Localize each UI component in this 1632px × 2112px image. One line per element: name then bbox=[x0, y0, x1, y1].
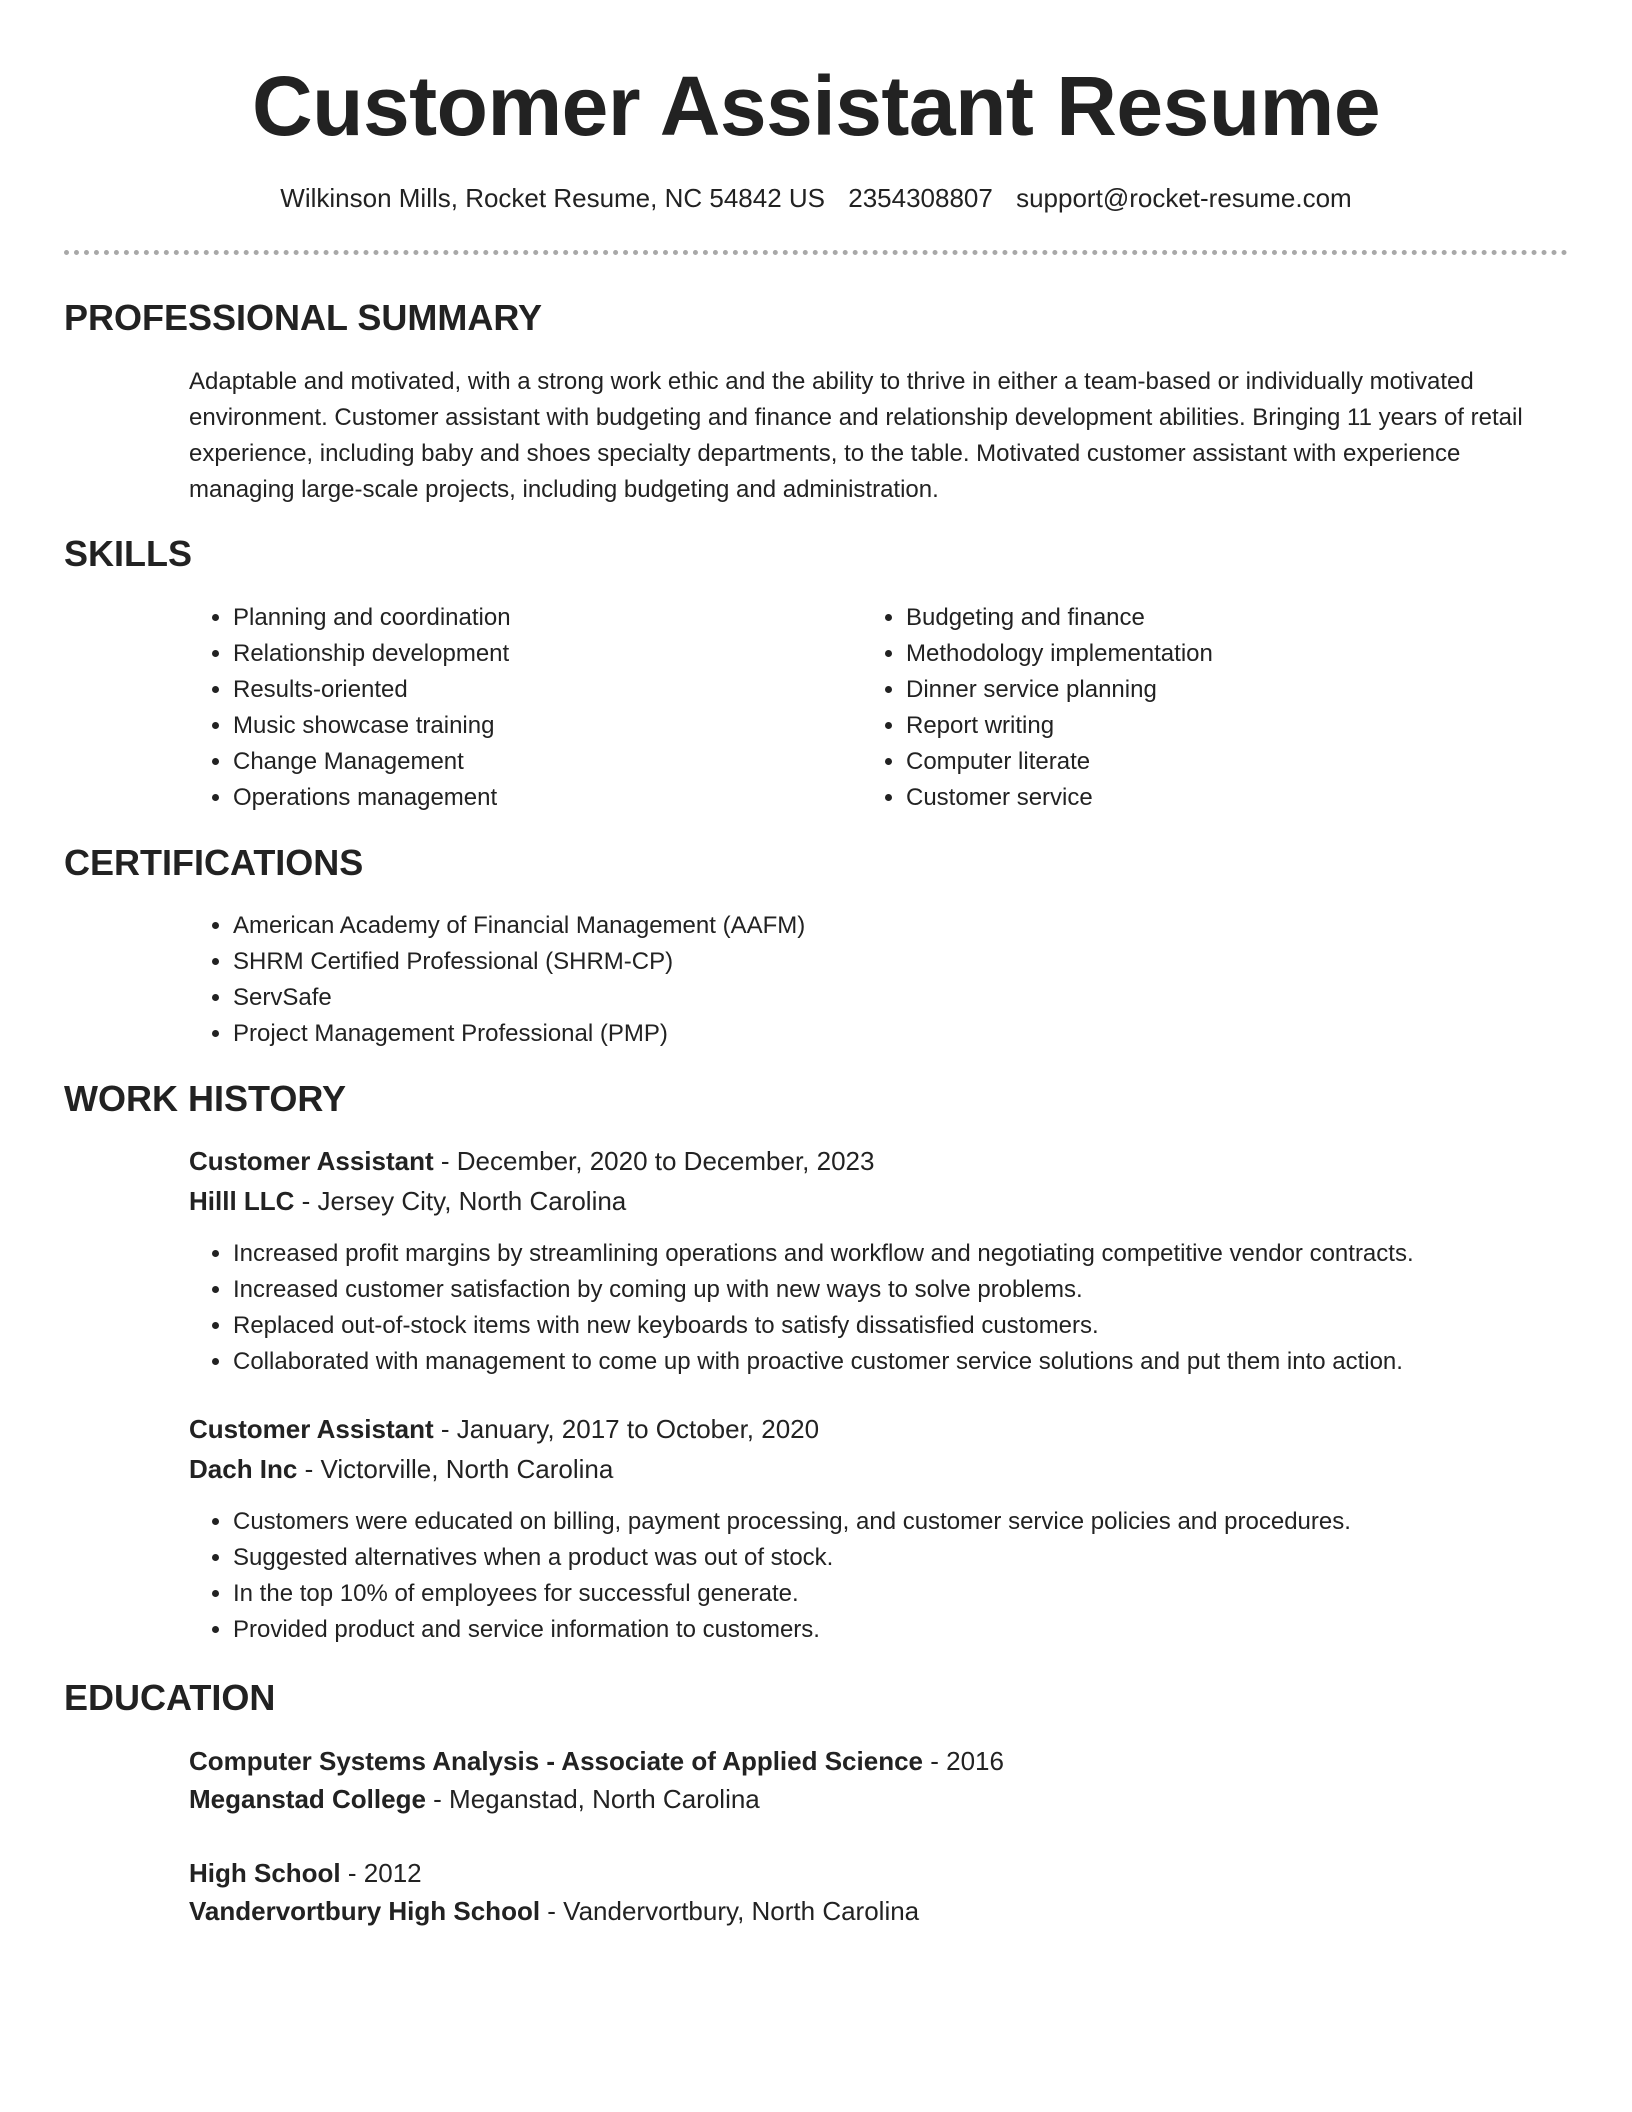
skill-item: • Operations management bbox=[233, 780, 853, 816]
skills-list-left bbox=[189, 600, 853, 816]
education-school: Vandervortbury High School bbox=[189, 1896, 541, 1926]
skill-item: • Methodology implementation bbox=[906, 636, 1586, 672]
certification-item: • Project Management Professional (PMP) bbox=[233, 1016, 1593, 1052]
header-divider bbox=[64, 250, 1568, 255]
job-title: Customer Assistant bbox=[189, 1414, 434, 1444]
certifications-heading: CERTIFICATIONS bbox=[64, 842, 364, 883]
job-location: - Jersey City, North Carolina bbox=[294, 1186, 627, 1216]
education-school-line bbox=[189, 1893, 1549, 1929]
education-year: - 2012 bbox=[340, 1858, 422, 1888]
education-heading: EDUCATION bbox=[64, 1677, 276, 1718]
education-school-line bbox=[189, 1781, 1549, 1817]
certification-item: • ServSafe bbox=[233, 980, 1593, 1016]
skill-item: • Report writing bbox=[906, 708, 1586, 744]
skill-item: • Customer service bbox=[906, 780, 1586, 816]
job-bullet: • Increased customer satisfaction by coming up with new ways to solve problems. bbox=[233, 1272, 1613, 1308]
skill-item: • Results-oriented bbox=[233, 672, 853, 708]
contact-phone: 2354308807 bbox=[848, 183, 993, 213]
education-degree-line bbox=[189, 1855, 1549, 1891]
summary-text: Adaptable and motivated, with a strong work ethic and the ability to thrive in either a team-based or individually motivated environment. Customer assistant with budgeting and finance and relationship development abilities. Bringing 11 years of retail experience, including baby and shoes specialty departments, to the table. Motivated customer assistant with experience managing large-scale projects, including budgeting and administration. bbox=[189, 368, 1523, 503]
education-degree-line bbox=[189, 1743, 1549, 1779]
job-location: - Victorville, North Carolina bbox=[297, 1454, 614, 1484]
job-dates: - January, 2017 to October, 2020 bbox=[433, 1414, 820, 1444]
skill-item: • Computer literate bbox=[906, 744, 1586, 780]
education-location: - Meganstad, North Carolina bbox=[425, 1784, 760, 1814]
job-bullets bbox=[189, 1504, 1613, 1648]
job-bullet: • In the top 10% of employees for successful generate. bbox=[233, 1576, 1613, 1612]
contact-line bbox=[0, 180, 1632, 216]
education-school: Meganstad College bbox=[189, 1784, 426, 1814]
job-bullet: • Provided product and service information to customers. bbox=[233, 1612, 1613, 1648]
skills-list-right bbox=[862, 600, 1586, 816]
summary-heading: PROFESSIONAL SUMMARY bbox=[64, 297, 543, 338]
job-title-line bbox=[189, 1411, 1549, 1447]
contact-email: support@rocket-resume.com bbox=[1016, 183, 1352, 213]
skill-item: • Change Management bbox=[233, 744, 853, 780]
education-location: - Vandervortbury, North Carolina bbox=[540, 1896, 920, 1926]
education-degree: Computer Systems Analysis - Associate of Applied Science bbox=[189, 1746, 924, 1776]
education-degree: High School bbox=[189, 1858, 341, 1888]
job-bullet: • Customers were educated on billing, payment processing, and customer service policies and procedures. bbox=[233, 1504, 1613, 1540]
job-title: Customer Assistant bbox=[189, 1146, 434, 1176]
skill-item: • Music showcase training bbox=[233, 708, 853, 744]
job-company-line bbox=[189, 1183, 1549, 1219]
education-year: - 2016 bbox=[923, 1746, 1004, 1776]
job-dates: - December, 2020 to December, 2023 bbox=[433, 1146, 875, 1176]
certification-item: • American Academy of Financial Management (AAFM) bbox=[233, 908, 1593, 944]
certification-item: • SHRM Certified Professional (SHRM-CP) bbox=[233, 944, 1593, 980]
skill-item: • Relationship development bbox=[233, 636, 853, 672]
job-title-line bbox=[189, 1143, 1549, 1179]
job-bullet: • Collaborated with management to come up with proactive customer service solutions and put them into action. bbox=[233, 1344, 1613, 1380]
resume-title: Customer Assistant Resume bbox=[251, 59, 1381, 153]
job-bullet: • Replaced out-of-stock items with new keyboards to satisfy dissatisfied customers. bbox=[233, 1308, 1613, 1344]
skill-item: • Budgeting and finance bbox=[906, 600, 1586, 636]
work-history-heading: WORK HISTORY bbox=[64, 1078, 347, 1119]
skills-heading: SKILLS bbox=[64, 533, 193, 574]
job-bullet: • Suggested alternatives when a product was out of stock. bbox=[233, 1540, 1613, 1576]
contact-address: Wilkinson Mills, Rocket Resume, NC 54842 US bbox=[280, 183, 826, 213]
job-bullet: • Increased profit margins by streamlining operations and workflow and negotiating competitive vendor contracts. bbox=[233, 1236, 1613, 1272]
job-company-line bbox=[189, 1451, 1549, 1487]
job-company: Hilll LLC bbox=[189, 1186, 295, 1216]
skill-item: • Planning and coordination bbox=[233, 600, 853, 636]
skill-item: • Dinner service planning bbox=[906, 672, 1586, 708]
job-company: Dach Inc bbox=[189, 1454, 298, 1484]
job-bullets bbox=[189, 1236, 1613, 1380]
certifications-list bbox=[189, 908, 1593, 1052]
